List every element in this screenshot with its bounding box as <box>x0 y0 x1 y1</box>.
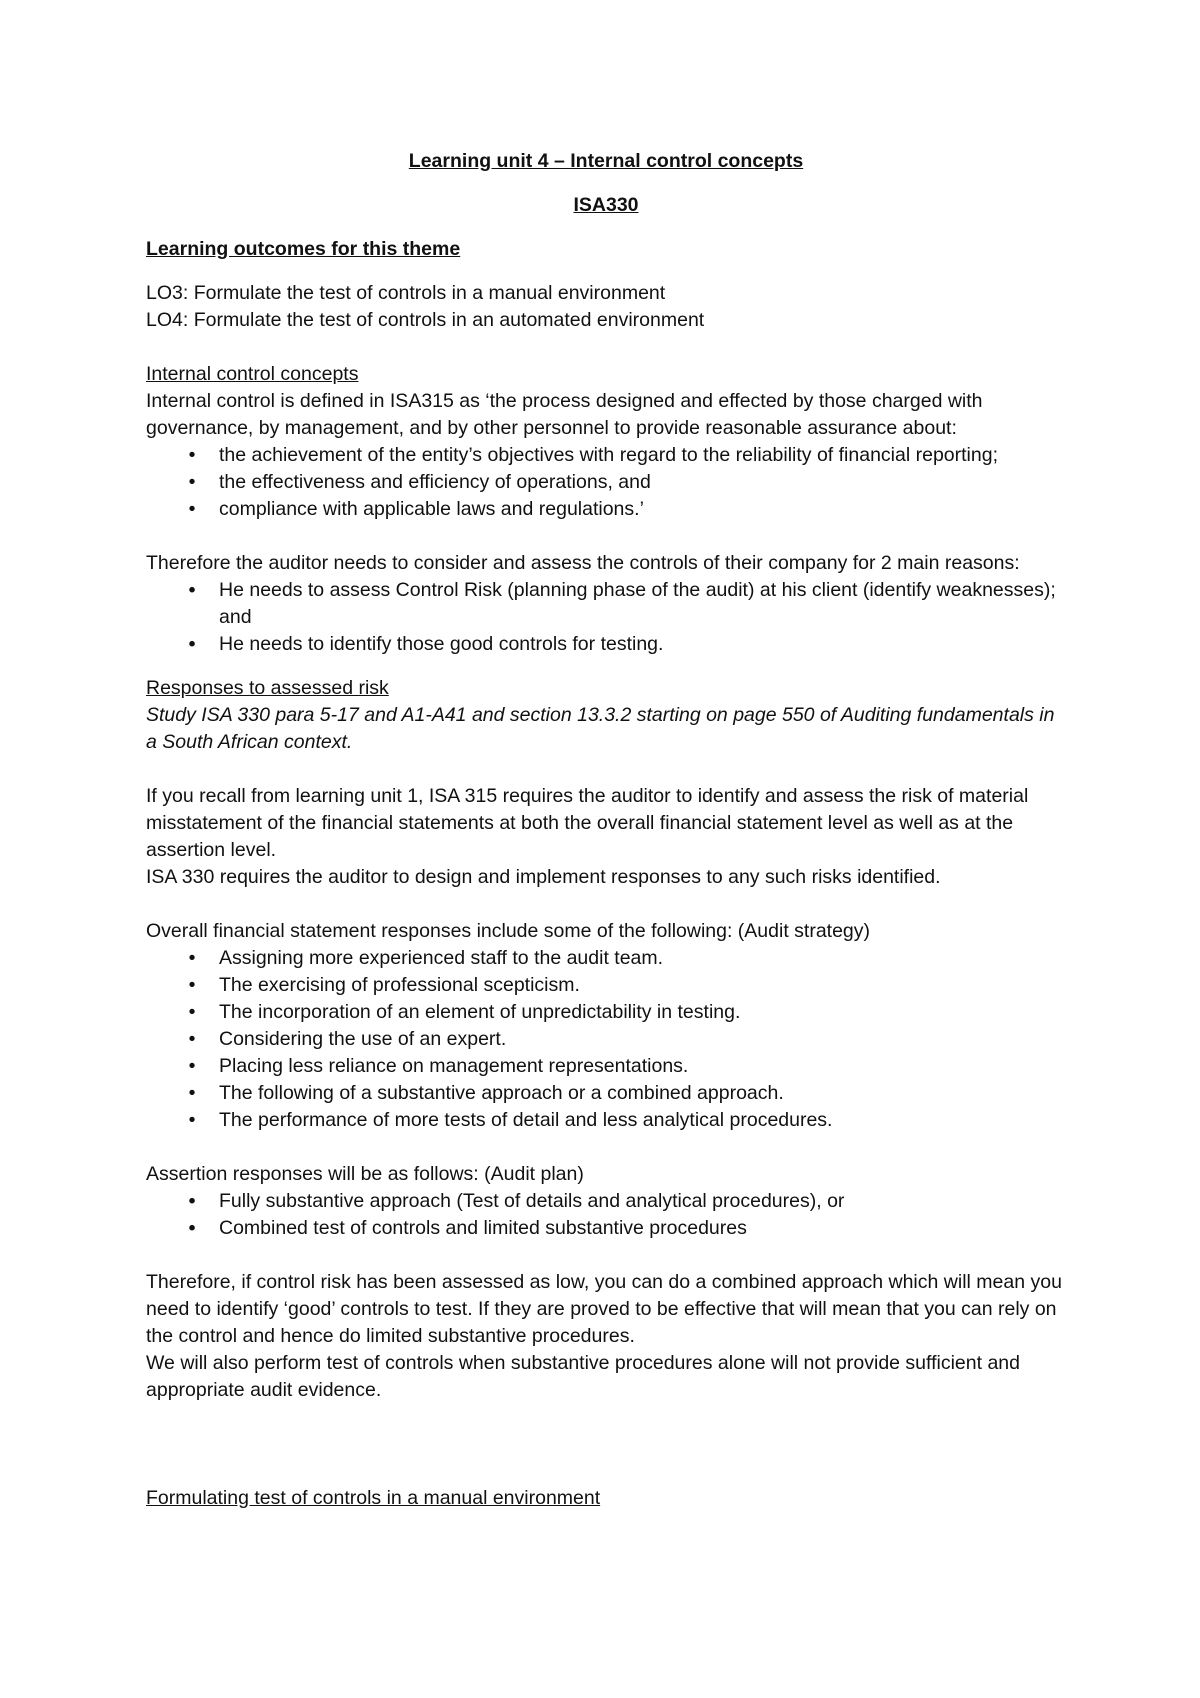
list-item-text: The following of a substantive approach or a combined approach. <box>219 1082 784 1104</box>
spacer <box>146 1404 1066 1458</box>
list-item <box>146 1053 1066 1080</box>
list-item <box>146 1107 1066 1134</box>
list-item-text: The performance of more tests of detail and less analytical procedures. <box>219 1109 833 1131</box>
study-note: Study ISA 330 para 5-17 and A1-A41 and section 13.3.2 starting on page 550 of Auditing fundamentals in a South African context. <box>146 704 1055 753</box>
overall-list <box>146 945 1066 1134</box>
list-item <box>146 999 1066 1026</box>
list-item <box>146 442 1066 469</box>
responses-heading: Responses to assessed risk <box>146 677 389 699</box>
list-item-text: He needs to identify those good controls for testing. <box>219 633 664 655</box>
list-item <box>146 577 1066 631</box>
list-item-text: The exercising of professional scepticism. <box>219 974 580 996</box>
bullet-icon: • <box>188 974 196 996</box>
spacer <box>146 1242 1066 1269</box>
spacer <box>146 175 1066 192</box>
list-item-text: Assigning more experienced staff to the audit team. <box>219 947 664 969</box>
document-title: Learning unit 4 – Internal control concepts <box>408 150 804 172</box>
bullet-icon: • <box>188 1028 196 1050</box>
internal-control-heading: Internal control concepts <box>146 363 359 385</box>
bullet-icon: • <box>188 498 196 520</box>
list-item-text: Placing less reliance on management representations. <box>219 1055 689 1077</box>
outcome-line: LO3: Formulate the test of controls in a manual environment <box>146 282 666 304</box>
assertion-list <box>146 1188 1066 1242</box>
list-item <box>146 631 1066 658</box>
list-item <box>146 972 1066 999</box>
reasons-list <box>146 577 1066 658</box>
responses-paragraph: ISA 330 requires the auditor to design and implement responses to any such risks identified. <box>146 866 941 888</box>
list-item <box>146 1215 1066 1242</box>
bullet-icon: • <box>188 633 196 655</box>
overall-intro: Overall financial statement responses include some of the following: (Audit strategy) <box>146 920 871 942</box>
list-item-text: Considering the use of an expert. <box>219 1028 507 1050</box>
spacer <box>146 1458 1066 1485</box>
conclusion-paragraph: Therefore, if control risk has been assessed as low, you can do a combined approach which will mean you need to identify ‘good’ controls to test. If they are proved to be effective that will mean that you can rely on the control and hence do limited substantive procedures. <box>146 1271 1062 1347</box>
list-item-text: He needs to assess Control Risk (planning phase of the audit) at his client (identify weaknesses); and <box>219 579 1056 628</box>
list-item <box>146 496 1066 523</box>
bullet-icon: • <box>188 947 196 969</box>
spacer <box>146 334 1066 361</box>
bullet-icon: • <box>188 1217 196 1239</box>
list-item-text: the effectiveness and efficiency of operations, and <box>219 471 651 493</box>
document-content <box>146 148 1066 1512</box>
spacer <box>146 1134 1066 1161</box>
outcomes-heading: Learning outcomes for this theme <box>146 238 461 260</box>
document-subtitle: ISA330 <box>573 194 639 216</box>
spacer <box>146 263 1066 280</box>
spacer <box>146 658 1066 675</box>
bullet-icon: • <box>188 1055 196 1077</box>
bullet-icon: • <box>188 444 196 466</box>
list-item <box>146 945 1066 972</box>
list-item <box>146 469 1066 496</box>
conclusion-paragraph: We will also perform test of controls when substantive procedures alone will not provide sufficient and appropriate audit evidence. <box>146 1352 1020 1401</box>
list-item-text: Combined test of controls and limited substantive procedures <box>219 1217 747 1239</box>
reasons-intro: Therefore the auditor needs to consider and assess the controls of their company for 2 main reasons: <box>146 552 1020 574</box>
assertion-intro: Assertion responses will be as follows: (Audit plan) <box>146 1163 584 1185</box>
manual-environment-heading: Formulating test of controls in a manual environment <box>146 1487 601 1509</box>
bullet-icon: • <box>188 1109 196 1131</box>
internal-control-intro: Internal control is defined in ISA315 as ‘the process designed and effected by those charged with governance, by management, and by other personnel to provide reasonable assurance about: <box>146 390 983 439</box>
responses-paragraph: If you recall from learning unit 1, ISA 315 requires the auditor to identify and assess the risk of material misstatement of the financial statements at both the overall financial statement level as well as at the assertion level. <box>146 785 1029 861</box>
spacer <box>146 523 1066 550</box>
list-item <box>146 1188 1066 1215</box>
list-item-text: the achievement of the entity’s objectives with regard to the reliability of financial reporting; <box>219 444 998 466</box>
bullet-icon: • <box>188 471 196 493</box>
list-item-text: Fully substantive approach (Test of details and analytical procedures), or <box>219 1190 845 1212</box>
list-item <box>146 1080 1066 1107</box>
internal-control-list <box>146 442 1066 523</box>
spacer <box>146 756 1066 783</box>
list-item-text: The incorporation of an element of unpredictability in testing. <box>219 1001 741 1023</box>
bullet-icon: • <box>188 1082 196 1104</box>
list-item <box>146 1026 1066 1053</box>
bullet-icon: • <box>188 1001 196 1023</box>
bullet-icon: • <box>188 1190 196 1212</box>
bullet-icon: • <box>188 579 196 601</box>
list-item-text: compliance with applicable laws and regulations.’ <box>219 498 644 520</box>
outcome-line: LO4: Formulate the test of controls in an automated environment <box>146 309 705 331</box>
spacer <box>146 219 1066 236</box>
spacer <box>146 891 1066 918</box>
